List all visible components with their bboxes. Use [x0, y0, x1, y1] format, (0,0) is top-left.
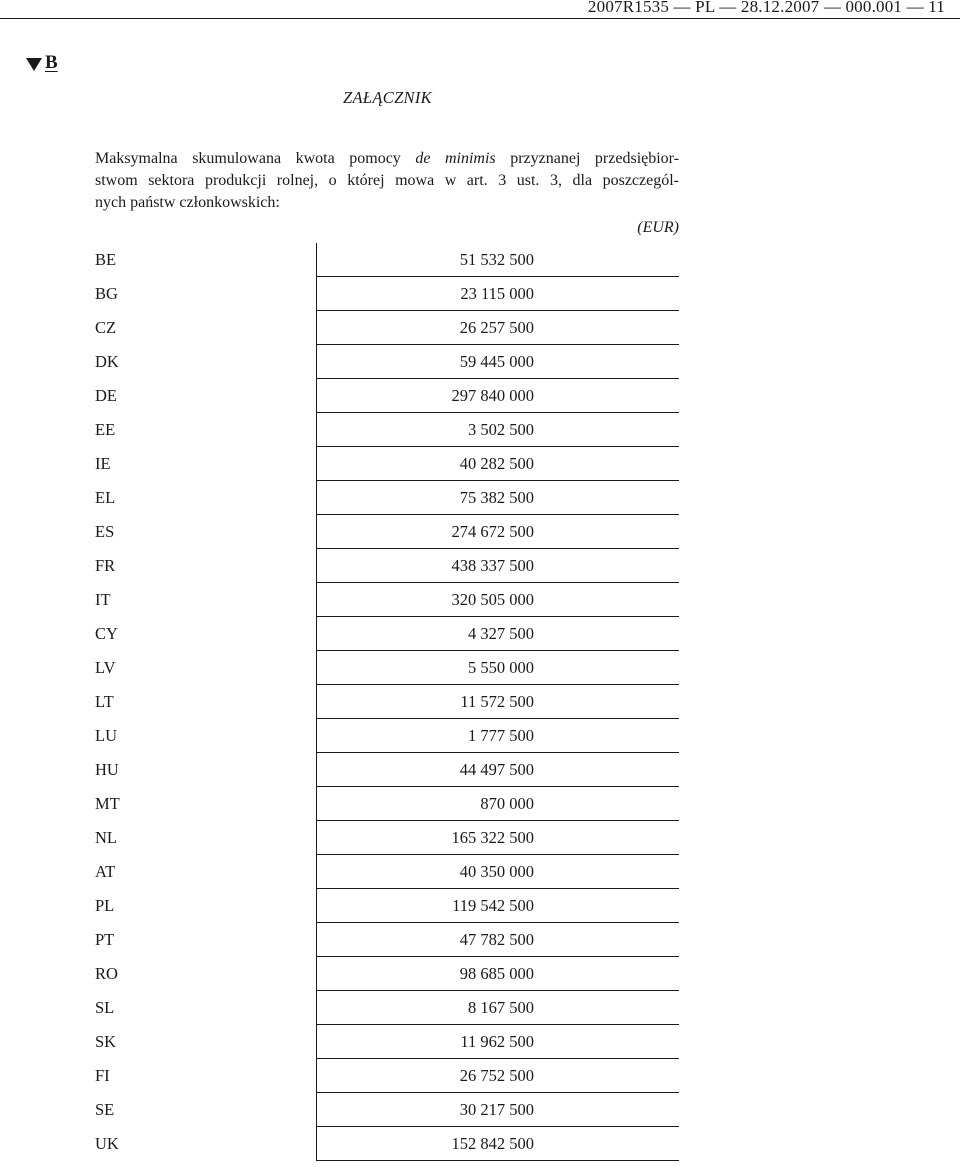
amount-value: 870 000	[480, 794, 534, 813]
amount-value: 11 962 500	[460, 1032, 534, 1051]
column-divider	[316, 719, 317, 753]
table-row	[95, 685, 679, 719]
table-row	[95, 481, 679, 515]
column-divider	[316, 889, 317, 923]
column-divider	[316, 277, 317, 311]
table-row	[95, 447, 679, 481]
country-code: LV	[95, 658, 116, 677]
amount-value: 5 550 000	[468, 658, 534, 677]
table-row	[95, 1025, 679, 1059]
table-row	[95, 957, 679, 991]
amendment-marker-label: B	[45, 52, 58, 73]
table-row	[95, 889, 679, 923]
table-row	[95, 753, 679, 787]
table-row	[95, 345, 679, 379]
row-rule	[316, 1160, 679, 1161]
country-code: DK	[95, 352, 119, 371]
country-code: IE	[95, 454, 111, 473]
table-row	[95, 1093, 679, 1127]
country-code: UK	[95, 1134, 119, 1153]
amount-value: 11 572 500	[460, 692, 534, 711]
column-divider	[316, 549, 317, 583]
column-divider	[316, 447, 317, 481]
country-code: PT	[95, 930, 115, 949]
document-reference: 2007R1535 — PL — 28.12.2007 — 000.001 — 11	[587, 0, 945, 16]
amount-value: 51 532 500	[459, 250, 534, 269]
intro-line-1-end: przyznanej przedsiębior-	[495, 150, 680, 167]
country-code: SL	[95, 998, 115, 1017]
country-code: FI	[95, 1066, 110, 1085]
country-code: MT	[95, 794, 120, 813]
column-divider	[316, 379, 317, 413]
table-row	[95, 277, 679, 311]
table-row	[95, 515, 679, 549]
country-code: SE	[95, 1100, 115, 1119]
amount-value: 297 840 000	[451, 386, 534, 405]
country-code: IT	[95, 590, 111, 609]
intro-line-3: nych państw członkowskich:	[95, 194, 280, 211]
column-divider	[316, 1127, 317, 1161]
country-code: FR	[95, 556, 116, 575]
intro-paragraph	[95, 148, 679, 214]
column-divider	[316, 855, 317, 889]
table-row	[95, 1059, 679, 1093]
column-divider	[316, 243, 317, 277]
intro-line-1	[95, 148, 679, 170]
amount-table	[95, 243, 679, 1161]
table-row	[95, 991, 679, 1025]
amount-value: 320 505 000	[451, 590, 534, 609]
country-code: SK	[95, 1032, 117, 1051]
amount-value: 8 167 500	[468, 998, 534, 1017]
table-row	[95, 583, 679, 617]
amount-value: 98 685 000	[459, 964, 534, 983]
amount-value: 30 217 500	[459, 1100, 534, 1119]
country-code: BE	[95, 250, 117, 269]
country-code: HU	[95, 760, 119, 779]
column-divider	[316, 1093, 317, 1127]
column-divider	[316, 1059, 317, 1093]
amount-value: 3 502 500	[468, 420, 534, 439]
amount-value: 165 322 500	[451, 828, 534, 847]
amount-value: 26 257 500	[459, 318, 534, 337]
currency-unit: (EUR)	[637, 219, 679, 236]
amount-value: 75 382 500	[459, 488, 534, 507]
table-row	[95, 243, 679, 277]
country-code: EE	[95, 420, 116, 439]
table-row	[95, 311, 679, 345]
table-row	[95, 923, 679, 957]
country-code: RO	[95, 964, 118, 983]
annex-title: ZAŁĄCZNIK	[343, 88, 432, 107]
table-row	[95, 787, 679, 821]
column-divider	[316, 481, 317, 515]
column-divider	[316, 957, 317, 991]
header-rule	[0, 18, 960, 19]
amendment-marker	[26, 52, 58, 74]
amount-value: 119 542 500	[452, 896, 534, 915]
country-code: DE	[95, 386, 117, 405]
amount-value: 44 497 500	[459, 760, 534, 779]
intro-line-2: stwom sektora produkcji rolnej, o której mowa w art. 3 ust. 3, dla poszczegól-	[95, 172, 679, 189]
table-row	[95, 855, 679, 889]
country-code: NL	[95, 828, 117, 847]
column-divider	[316, 787, 317, 821]
country-code: CY	[95, 624, 118, 643]
down-triangle-icon	[26, 58, 42, 71]
amount-value: 59 445 000	[459, 352, 534, 371]
country-code: LU	[95, 726, 117, 745]
amount-value: 4 327 500	[468, 624, 534, 643]
amount-value: 26 752 500	[459, 1066, 534, 1085]
amount-value: 40 282 500	[459, 454, 534, 473]
country-code: BG	[95, 284, 118, 303]
amount-value: 23 115 000	[460, 284, 534, 303]
column-divider	[316, 413, 317, 447]
country-code: PL	[95, 896, 115, 915]
country-code: CZ	[95, 318, 117, 337]
column-divider	[316, 311, 317, 345]
column-divider	[316, 515, 317, 549]
amount-value: 274 672 500	[451, 522, 534, 541]
column-divider	[316, 685, 317, 719]
amount-value: 40 350 000	[459, 862, 534, 881]
table-row	[95, 379, 679, 413]
column-divider	[316, 583, 317, 617]
table-row	[95, 821, 679, 855]
country-code: EL	[95, 488, 116, 507]
amount-value: 47 782 500	[459, 930, 534, 949]
column-divider	[316, 1025, 317, 1059]
country-code: AT	[95, 862, 116, 881]
column-divider	[316, 923, 317, 957]
amount-value: 1 777 500	[468, 726, 534, 745]
table-row	[95, 549, 679, 583]
column-divider	[316, 651, 317, 685]
column-divider	[316, 617, 317, 651]
intro-line-1-start: Maksymalna skumulowana kwota pomocy	[95, 150, 416, 167]
country-code: LT	[95, 692, 114, 711]
amount-value: 438 337 500	[451, 556, 534, 575]
country-code: ES	[95, 522, 115, 541]
column-divider	[316, 821, 317, 855]
table-row	[95, 719, 679, 753]
table-row	[95, 651, 679, 685]
column-divider	[316, 345, 317, 379]
column-divider	[316, 753, 317, 787]
column-divider	[316, 991, 317, 1025]
table-row	[95, 413, 679, 447]
table-row	[95, 1127, 679, 1161]
intro-emphasis: de minimis	[415, 150, 496, 167]
amount-value: 152 842 500	[451, 1134, 534, 1153]
table-row	[95, 617, 679, 651]
